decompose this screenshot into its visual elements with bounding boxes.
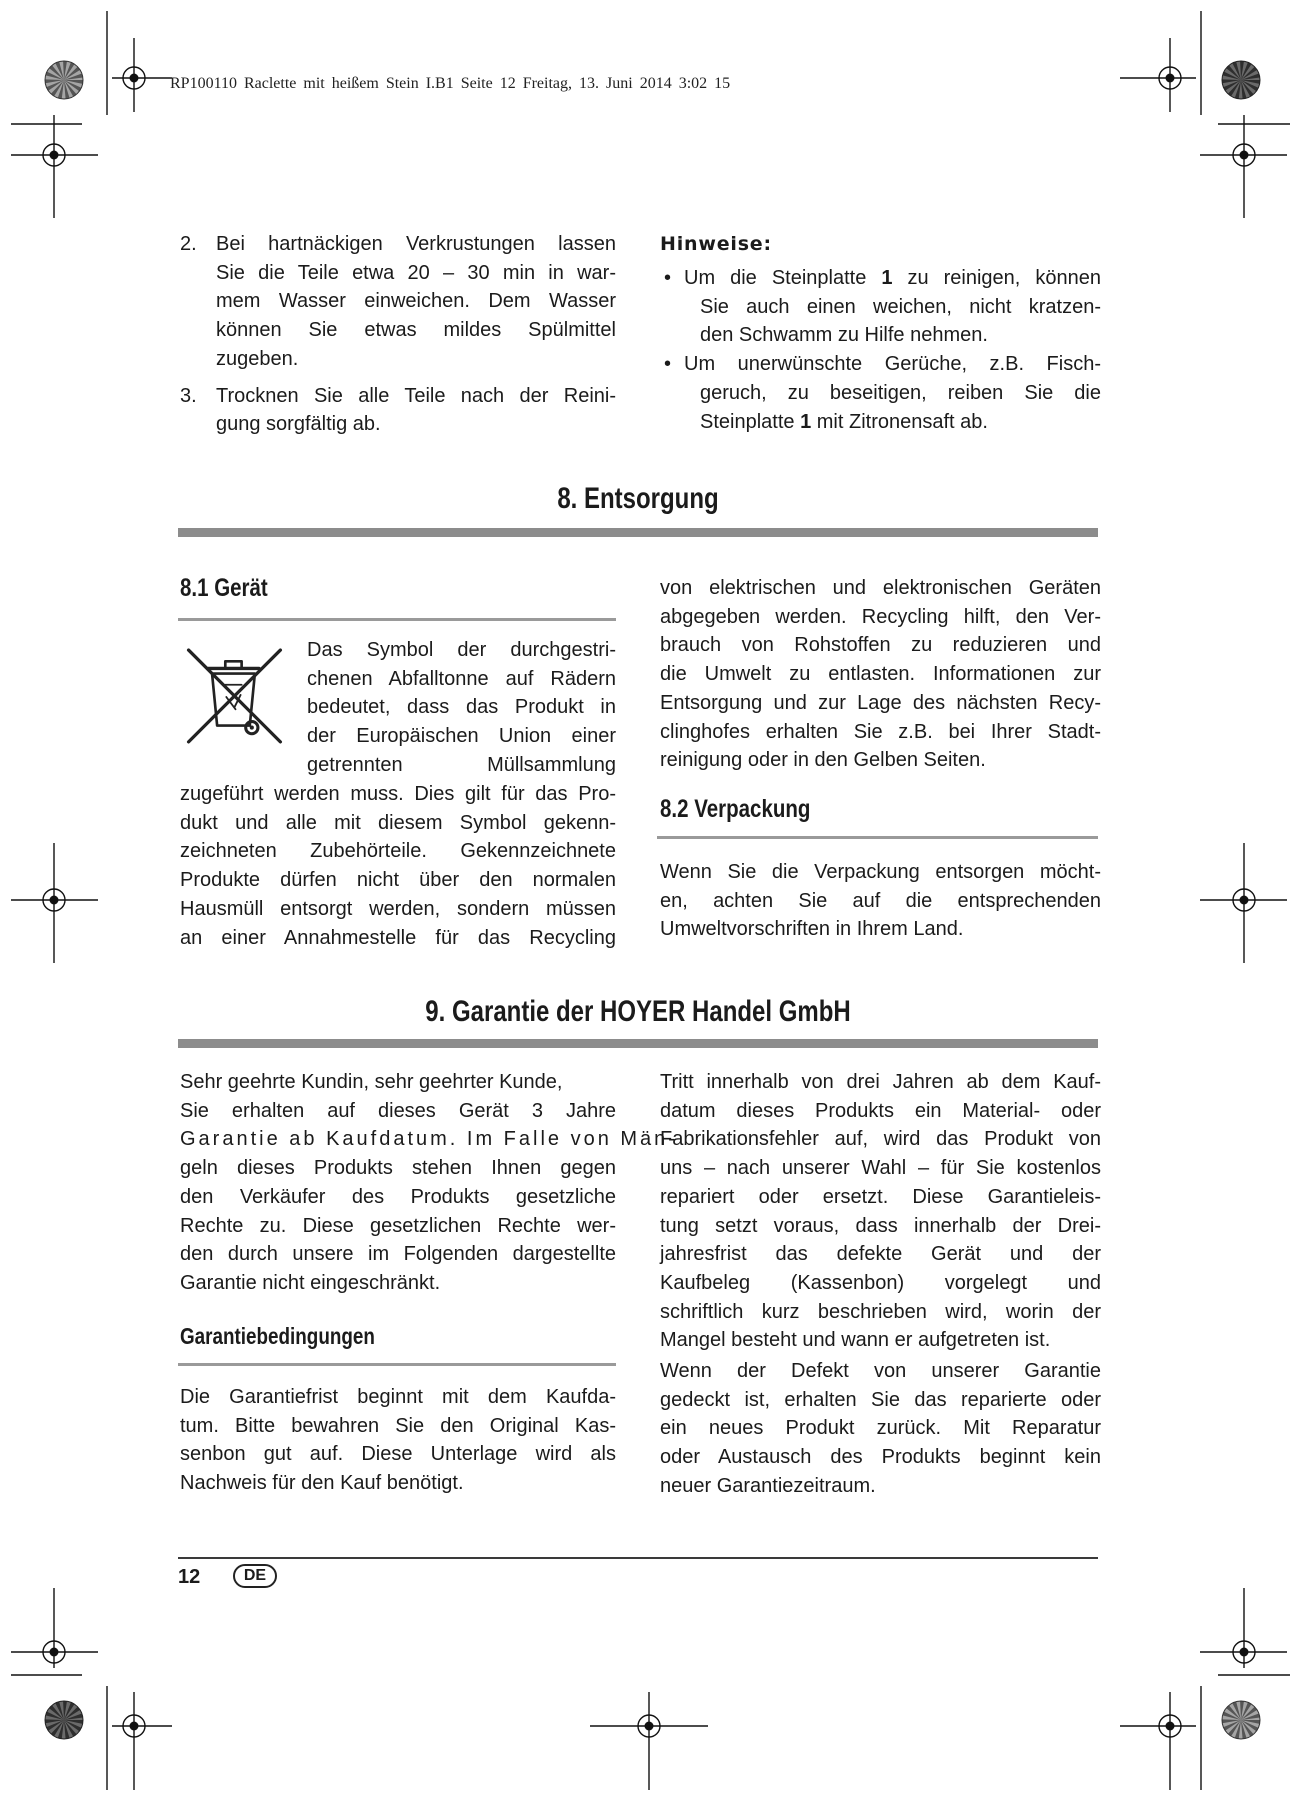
registration-mark [1200,843,1287,963]
text-line: bedeutet, dass das Produkt in [307,696,616,719]
registration-mark [112,1692,172,1790]
text-segment: mit Zitronensaft ab. [811,410,988,433]
text-line: Wenn Sie die Verpackung entsorgen möcht- [660,861,1101,883]
text-segment: Um die Steinplatte [684,267,882,289]
text-line [684,264,1101,293]
text-line: von elektrischen und elektronischen Geräten [660,577,1101,599]
bullet-icon: • [664,267,672,289]
section-divider [178,1039,1098,1048]
registration-mark [11,115,98,218]
note-item [660,350,1101,436]
note-text [684,350,1101,436]
text-line: abgegeben werden. Recycling hilft, den Ver- [660,605,1101,628]
text-line: Sie auch einen weichen, nicht kratzen- [700,295,1101,318]
text-line: Produkte dürfen nicht über den normalen [180,869,616,892]
text-line: Die Garantiefrist beginnt mit dem Kaufda- [180,1386,616,1408]
text-line: schriftlich kurz beschrieben wird, worin der [660,1300,1101,1323]
text-line: an einer Annahmestelle für das Recycling [180,926,616,949]
text-line: können Sie etwas mildes Spülmittel [216,319,616,342]
text-line: chenen Abfalltonne auf Rädern [307,667,616,690]
text-line: Rechte zu. Diese gesetzlichen Rechte wer- [180,1214,616,1237]
text-line: Hausmüll entsorgt werden, sondern müssen [180,897,616,920]
guarantee-intro [180,1068,678,1298]
text-line: Fabrikationsfehler auf, wird das Produkt von [660,1128,1101,1151]
text-line: mem Wasser einweichen. Dem Wasser [216,290,616,313]
text-line: gung sorgfältig ab. [216,413,381,436]
text-line: Tritt innerhalb von drei Jahren ab dem Kauf- [660,1071,1101,1093]
details-paragraph [660,1068,1101,1355]
print-slug: RP100110 Raclette mit heißem Stein I.B1 Seite 12 Freitag, 13. Juni 2014 3:02 15 [170,75,731,92]
guarantee-details [660,1068,1101,1501]
text-line: Kaufbeleg (Kassenbon) vorgelegt und [660,1271,1101,1294]
text-line: Sie die Teile etwa 20 – 30 min in war- [216,261,616,284]
notes-box [660,228,1101,436]
text-line: Wenn der Defekt von unserer Garantie [660,1360,1101,1383]
step-text [216,230,616,374]
note-item [660,260,1101,350]
text-line: tum. Bitte bewahren Sie den Original Kas- [180,1414,616,1437]
text-line: Sehr geehrte Kundin, sehr geehrter Kunde, [180,1071,563,1093]
text-line: Garantie ab Kaufdatum. Im Falle von Män- [180,1128,678,1151]
registration-mark [1120,38,1196,112]
section-divider [178,528,1098,537]
details-paragraph [660,1357,1101,1501]
text-line: uns – nach unserer Wahl – für Sie kostenlos [660,1157,1101,1180]
subsection-rule [178,1363,616,1366]
text-line: den durch unsere im Folgenden dargestellte [180,1243,616,1266]
step-item [180,230,616,374]
part-number: 1 [881,267,893,289]
text-line: jahresfrist das defekte Gerät und der [660,1243,1101,1266]
intro-paragraph [180,1097,678,1298]
step-number: 3. [180,384,197,407]
text-segment: zu reinigen, können [892,267,1101,289]
text-line: Trocknen Sie alle Teile nach der Reini- [216,384,616,407]
text-line: zugeführt werden muss. Dies gilt für das Pro- [180,783,616,805]
crossed-out-wheelie-bin-icon [184,646,287,748]
text-line: getrennten Müllsammlung [307,753,616,776]
salutation [180,1068,616,1097]
step-item [180,382,616,439]
registration-mark [590,1692,708,1790]
registration-mark [112,38,172,112]
notes-heading: Hinweise: [660,233,772,255]
text-line: reinigung oder in den Gelben Seiten. [660,749,986,772]
text-line: senbon gut auf. Diese Unterlage wird als [180,1443,616,1466]
registration-mark [11,843,98,963]
text-line: geln dieses Produkts stehen Ihnen gegen [180,1157,616,1180]
text-line: Nachweis für den Kauf benötigt. [180,1472,464,1495]
text-line: Das Symbol der durchgestri- [307,639,616,661]
device-text-beside-icon [307,636,616,780]
registration-mark [1200,1588,1287,1668]
language-badge: DE [233,1564,277,1588]
text-line: brauch von Rohstoffen zu reduzieren und [660,634,1101,657]
color-control-mark [45,1701,83,1739]
text-line: den Schwamm zu Hilfe nehmen. [700,324,988,347]
text-segment: Steinplatte [700,410,801,433]
text-line: den Verkäufer des Produkts gesetzliche [180,1185,616,1208]
device-text-continued [660,574,1101,775]
bullet-icon: • [664,353,672,376]
text-line: zeichneten Zubehörteile. Gekennzeichnete [180,840,616,863]
text-line: datum dieses Produkts ein Material- oder [660,1099,1101,1122]
subsection-rule [178,618,616,621]
footer-rule [178,1557,1098,1559]
conditions-text [180,1383,616,1498]
text-line: oder Austausch des Produkts beginnt kein [660,1446,1101,1469]
color-control-mark [1222,61,1260,99]
device-text-below-icon [180,780,616,952]
note-text [684,264,1101,350]
registration-mark [11,1588,98,1668]
text-line: neuer Garantiezeitraum. [660,1474,876,1497]
text-line: Bei hartnäckigen Verkrustungen lassen [216,233,616,255]
text-line: en, achten Sie auf die entsprechenden [660,889,1101,912]
section-heading-disposal: 8. Entsorgung [557,482,719,515]
text-line: repariert oder ersetzt. Diese Garantieleis- [660,1185,1101,1208]
text-line: Um unerwünschte Gerüche, z.B. Fisch- [684,353,1101,376]
text-line: clinghofes erhalten Sie z.B. bei Ihrer Stadt- [660,720,1101,743]
text-line: die Umwelt zu entlasten. Informationen zur [660,663,1101,686]
packaging-text [660,858,1101,944]
registration-mark [1120,1692,1196,1790]
section-heading-guarantee: 9. Garantie der HOYER Handel GmbH [425,995,851,1028]
text-line [700,408,1101,437]
text-line: Sie erhalten auf dieses Gerät 3 Jahre [180,1099,616,1122]
color-control-mark [45,61,83,99]
text-line: ein neues Produkt zurück. Mit Reparatur [660,1417,1101,1440]
registration-mark [1200,115,1287,218]
text-line: Mangel besteht und wann er aufgetreten ist. [660,1329,1051,1352]
subsection-heading-packaging: 8.2 Verpackung [660,795,811,823]
page-number: 12 [178,1566,201,1588]
text-line: geruch, zu beseitigen, reiben Sie die [700,381,1101,404]
text-line: zugeben. [216,347,299,370]
text-line: Entsorgung und zur Lage des nächsten Recy- [660,691,1101,714]
part-number: 1 [800,410,812,433]
subsection-heading-device: 8.1 Gerät [180,574,268,602]
text-line: Garantie nicht eingeschränkt. [180,1271,441,1294]
subsection-heading-conditions: Garantiebedingungen [180,1323,375,1349]
text-line: tung setzt voraus, dass innerhalb der Drei- [660,1214,1101,1237]
cleaning-steps [180,230,616,439]
text-line: der Europäischen Union einer [307,725,616,748]
text-line: dukt und alle mit diesem Symbol gekenn- [180,811,616,834]
step-number: 2. [180,233,197,255]
text-line: gedeckt ist, erhalten Sie das reparierte oder [660,1388,1101,1411]
text-line: Umweltvorschriften in Ihrem Land. [660,918,964,941]
color-control-mark [1222,1701,1260,1739]
subsection-rule [657,836,1098,839]
step-text [216,382,616,439]
